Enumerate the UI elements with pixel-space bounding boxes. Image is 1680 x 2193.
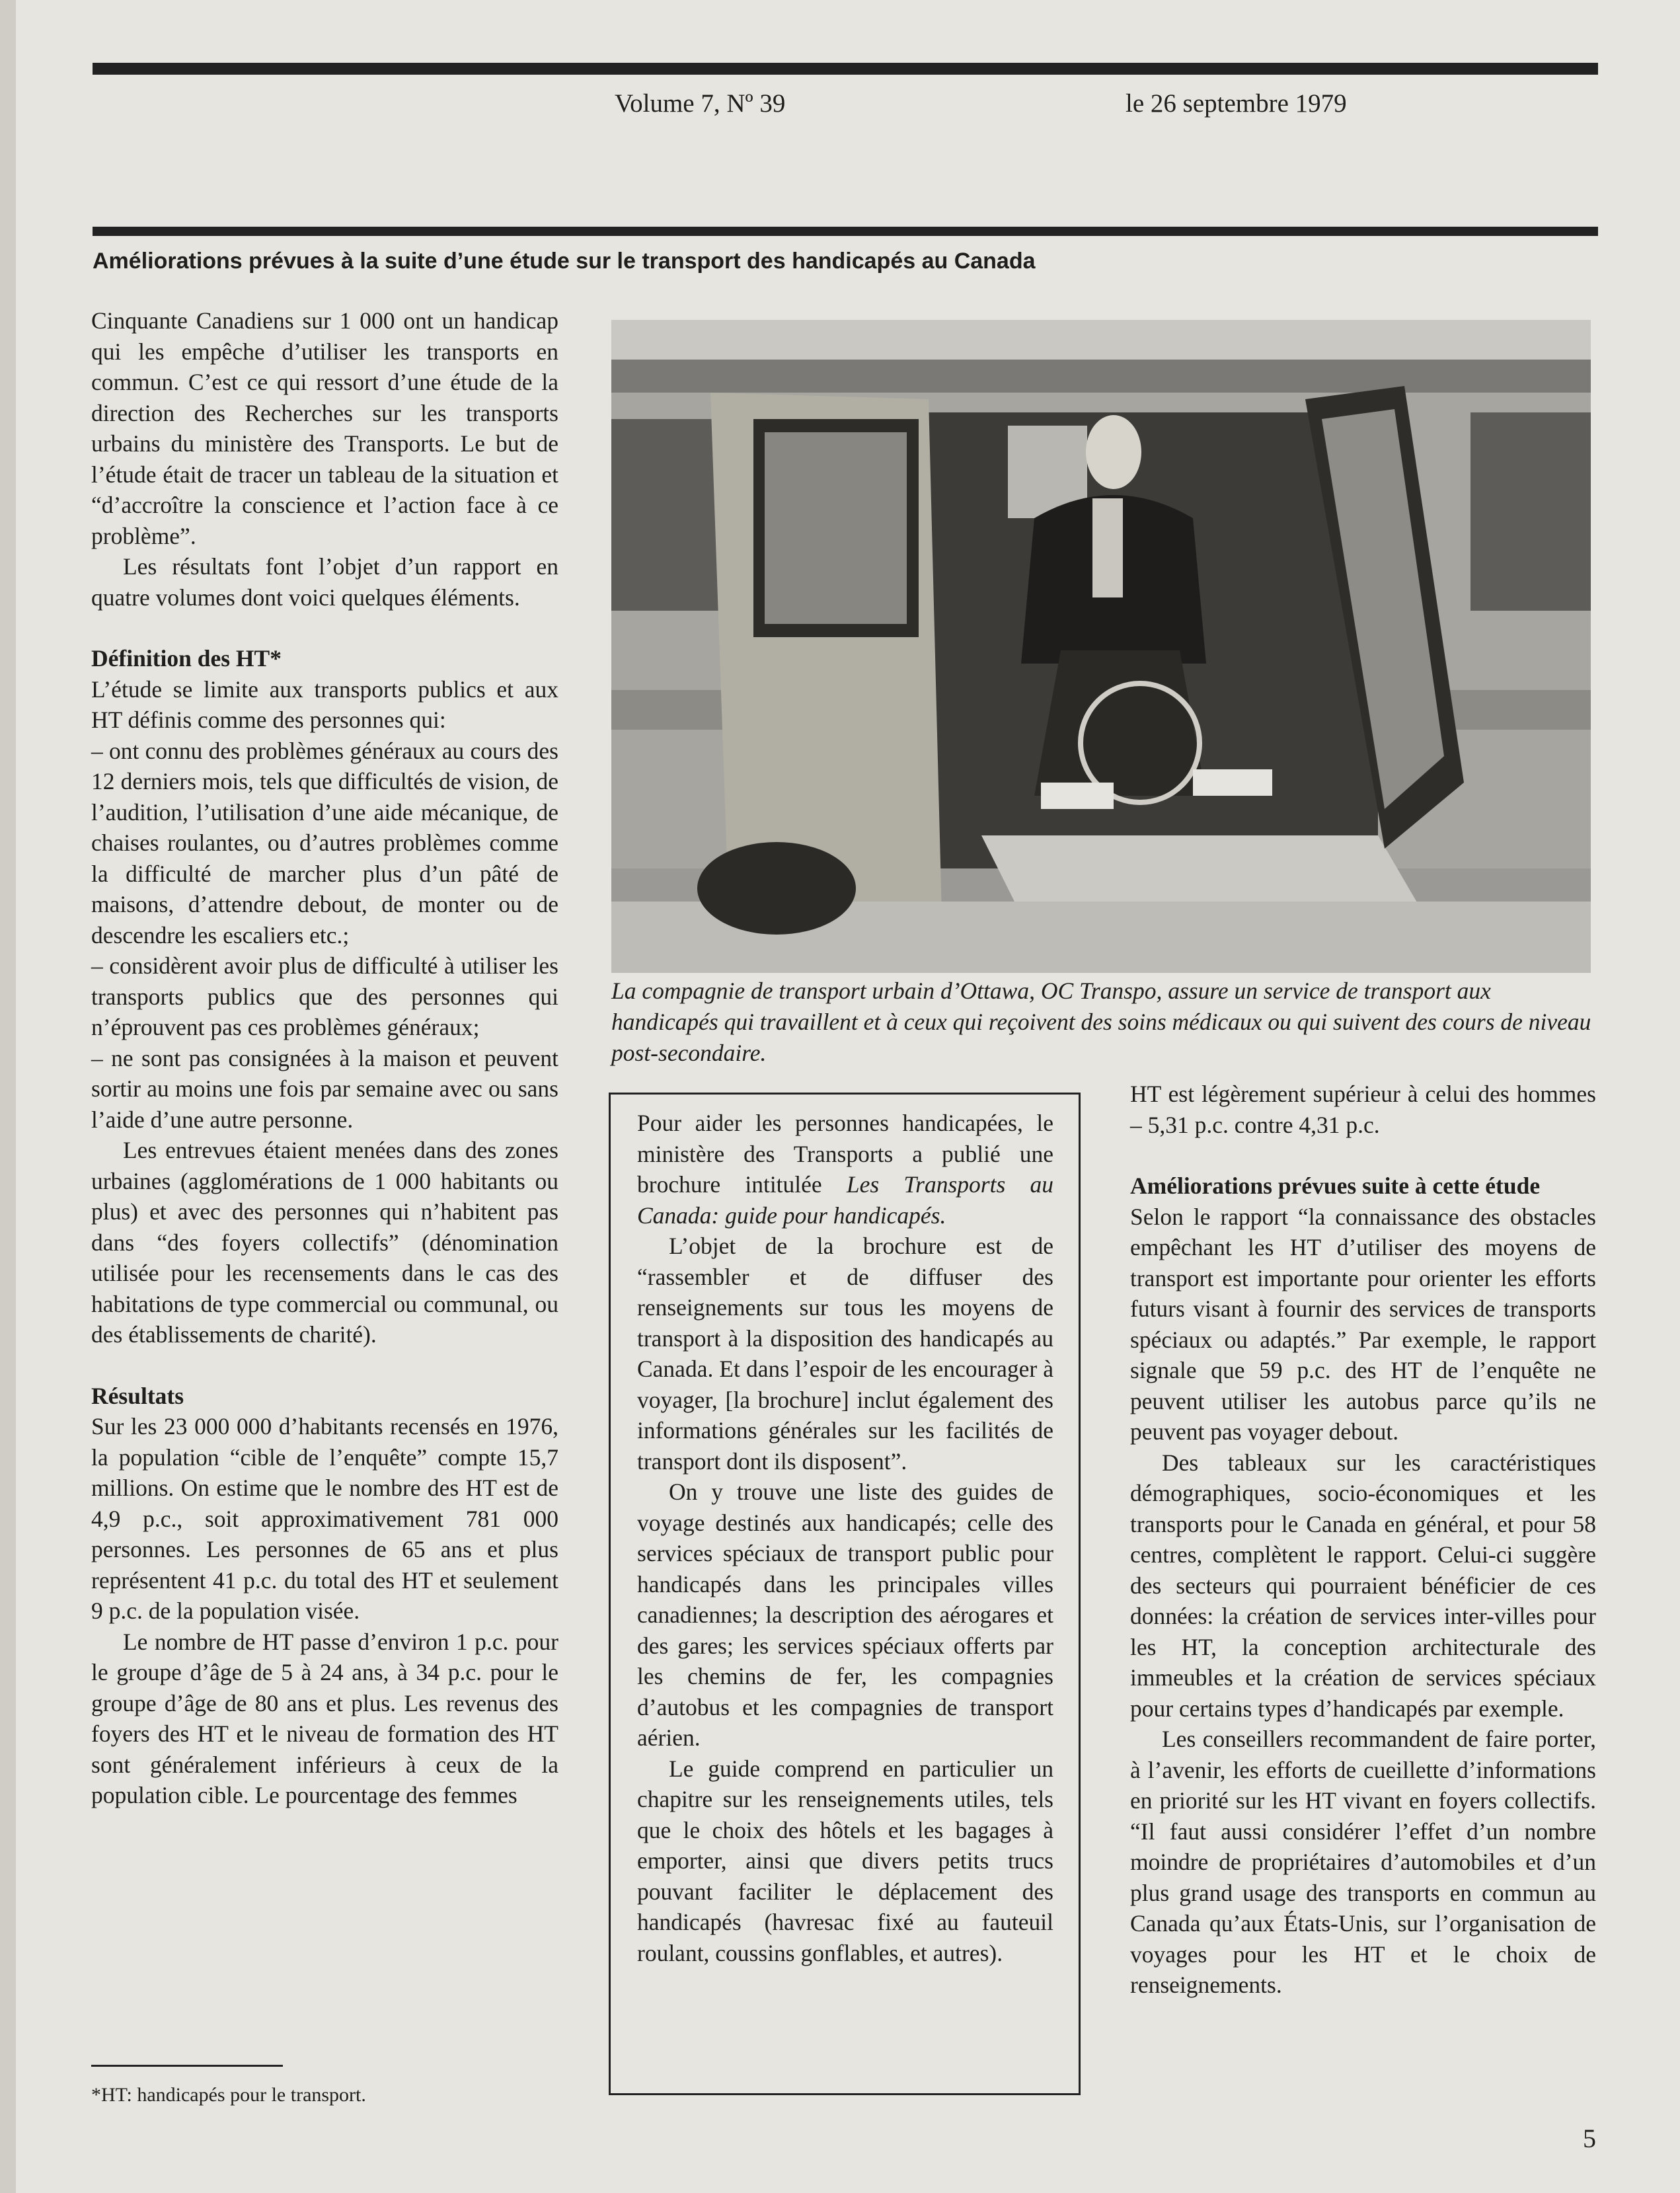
paragraph: On y trouve une liste des guides de voyage destinés aux handicapés; celle des services spéciaux de transport public pour handicapés dans les principales villes canadiennes; la description des aérogares et des gares; les services spéciaux offerts par les chemins de fer, les compagnies d’autobus et les compagnies de transport aérien. bbox=[637, 1479, 1053, 1751]
paragraph: Les conseillers recommandent de faire porter, à l’avenir, les efforts de cueillette d’informations en priorité sur les HT vivant en foyers collectifs. “Il faut aussi considérer l’effet d’un nombre moindre de propriétaires d’automobiles et d’un plus grand usage des transports en commun au Canada qu’aux États-Unis, sur l’organisation de voyages pour les HT et le choix de renseignements. bbox=[1130, 1726, 1596, 1998]
paragraph: Selon le rapport “la connaissance des obstacles empêchant les HT d’utiliser des moyens de transport est importante pour orienter les efforts futurs visant à fournir des services de transports spéciaux ou adaptés.” Par exemple, le rapport signale que 59 p.c. des HT de l’enquête ne peuvent utiliser les autobus parce qu’ils ne peuvent pas voyager debout. bbox=[1130, 1203, 1596, 1445]
section-heading-resultats: Résultats bbox=[91, 1382, 184, 1409]
paragraph: Sur les 23 000 000 d’habitants recensés en 1976, la population “cible de l’enquête” compte 15,7 millions. On estime que le nombre des HT est de 4,9 p.c., soit approximativement 781 000 personnes. Les personnes de 65 ans et plus représentent 41 p.c. du total des HT et seulement 9 p.c. de la population visée. bbox=[91, 1413, 558, 1624]
sidebar-intro-text: Pour aider les personnes handicapées, le ministère des Transports a publié une brochure intitulée bbox=[637, 1110, 1053, 1198]
list-item: – ne sont pas consignées à la maison et peuvent sortir au moins une fois par semaine avec ou sans l’aide d’une autre personne. bbox=[91, 1044, 558, 1133]
paragraph: Des tableaux sur les caractéristiques démographiques, socio-économiques et les transports pour le Canada en général, et pour 58 centres, complètent le rapport. Celui-ci suggère des secteurs qui pourraient bénéficier de ces données: la création de services inter-villes pour les HT, la conception architecturale des immeubles et la création de services spéciaux pour certains types d’handicapés par exemple. bbox=[1130, 1449, 1596, 1722]
photo-caption: La compagnie de transport urbain d’Ottawa, OC Transpo, assure un service de transport aux handicapés qui travaillent et à ceux qui reçoivent des soins médicaux ou qui suivent des cours de niveau post-secondaire. bbox=[611, 978, 1591, 1066]
footnote: *HT: handicapés pour le transport. bbox=[91, 2084, 366, 2106]
article-headline: Améliorations prévues à la suite d’une étude sur le transport des handicapés au Canada bbox=[93, 249, 1036, 274]
page-binding-edge bbox=[0, 0, 16, 2193]
footnote-rule bbox=[91, 2065, 283, 2067]
brochure-sidebar-box bbox=[609, 1093, 1081, 2095]
paragraph: HT est légèrement supérieur à celui des hommes – 5,31 p.c. contre 4,31 p.c. bbox=[1130, 1081, 1596, 1138]
sidebar-text bbox=[637, 1108, 1053, 1968]
article-column-1 bbox=[91, 305, 558, 1811]
page-number: 5 bbox=[1583, 2124, 1596, 2153]
paragraph: Cinquante Canadiens sur 1 000 ont un handicap qui les empêche d’utiliser les transports en commun. C’est ce qui ressort d’une étude de la direction des Recherches sur les transports urbains du ministère des Transports. Le but de l’étude était de tracer un tableau de la situation et “d’accroître la conscience et l’action face à ce problème”. bbox=[91, 307, 558, 549]
issue-date: le 26 septembre 1979 bbox=[1126, 89, 1347, 118]
top-rule bbox=[93, 63, 1598, 75]
photo-illustration bbox=[611, 320, 1591, 973]
paragraph: L’objet de la brochure est de “rassembler et de diffuser des renseignements sur tous les moyens de transport à la disposition des handicapés au Canada. Et dans l’espoir de les encourager à voyager, [la brochure] inclut également des informations générales sur les facilités de transport dont ils disposent”. bbox=[637, 1233, 1053, 1475]
paragraph: Les entrevues étaient menées dans des zones urbaines (agglomérations de 1 000 habitants ou plus) et avec des personnes qui n’habitent pas dans “des foyers collectifs” (dénomination utilisée pour les recensements dans le cas des habitations de type commercial ou communal, ou des établissements de charité). bbox=[91, 1137, 558, 1348]
section-heading-definition: Définition des HT* bbox=[91, 645, 282, 672]
paragraph: Les résultats font l’objet d’un rapport en quatre volumes dont voici quelques éléments. bbox=[91, 553, 558, 611]
van-wheelchair-photo bbox=[611, 320, 1591, 973]
paragraph: L’étude se limite aux transports publics et aux HT définis comme des personnes qui: bbox=[91, 675, 558, 733]
headline-rule bbox=[93, 227, 1598, 236]
section-heading-ameliorations: Améliorations prévues suite à cette étude bbox=[1130, 1173, 1541, 1199]
brochure-title: Les Transports au Canada: guide pour handicapés. bbox=[637, 1171, 1053, 1229]
paragraph: Le nombre de HT passe d’environ 1 p.c. pour le groupe d’âge de 5 à 24 ans, à 34 p.c. pour le groupe d’âge de 80 ans et plus. Les revenus des foyers des HT et le niveau de formation des HT sont généralement inférieurs à ceux de la population cible. Le pourcentage des femmes bbox=[91, 1628, 558, 1808]
paragraph: Le guide comprend en particulier un chapitre sur les renseignements utiles, tels que le choix des hôtels et les bagages à emporter, ainsi que divers petits trucs pouvant faciliter le déplacement des handicapés (havresac fixé au fauteuil roulant, coussins gonflables, et autres). bbox=[637, 1755, 1053, 1966]
list-item: – ont connu des problèmes généraux au cours des 12 derniers mois, tels que difficultés de vision, de l’audition, l’utilisation d’une aide mécanique, de chaises roulantes, ou d’autres problèmes comme la difficulté de marcher plus d’un pâté de maisons, d’attendre debout, de monter ou de descendre les escaliers etc.; bbox=[91, 737, 558, 948]
paragraph bbox=[637, 1108, 1053, 1231]
issue-volume: Volume 7, Nº 39 bbox=[615, 89, 786, 118]
article-column-3 bbox=[1130, 1079, 1596, 2001]
list-item: – considèrent avoir plus de difficulté à utiliser les transports publics que des personnes qui n’éprouvent pas ces problèmes généraux; bbox=[91, 952, 558, 1040]
